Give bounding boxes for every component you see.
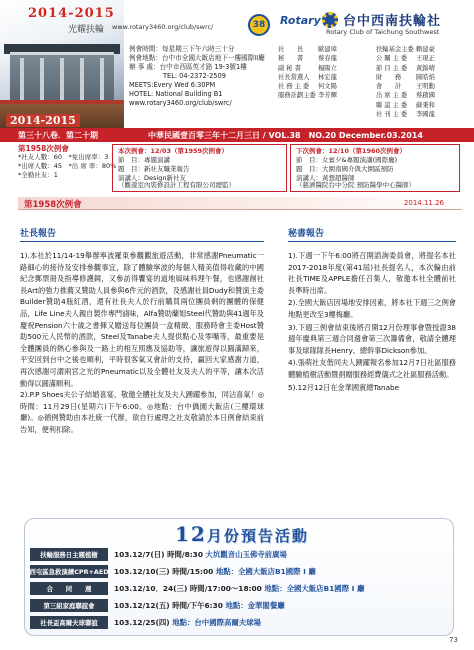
- secretary-paragraph: 5).12月12日在金華國賓總Tanabe: [288, 382, 400, 392]
- officer-role: 財 務: [376, 73, 402, 81]
- next-meeting-title: 下次例會：12/10（第1960次例會）: [296, 147, 407, 155]
- activity-title-text: 月份預告活動: [206, 527, 309, 545]
- activity-time: 時間/下午6:30: [172, 601, 223, 610]
- activity-row: [30, 565, 448, 579]
- officer-row: [278, 54, 337, 63]
- president-paragraph: 2).P.P Shoes夫公子結婚喜宴，敬邀全體社友及夫人踴躍參加，同沾喜氣！◎時間：11月29日(星期六)下午6:00。◎地點：台中僑園大飯店(三樓環球廳)。◎循例贊助由本社統一代辦，欲自行處理之社友敬請於本日例會結束前告知，便利扣除。: [20, 390, 264, 434]
- activity-preview-title: [175, 522, 309, 546]
- activity-title-month: 12: [175, 522, 207, 546]
- officer-row: [278, 91, 337, 100]
- activity-date: 103.12/25(四): [114, 618, 170, 627]
- activity-time: 時間/8:30: [167, 550, 203, 559]
- activity-details: [114, 549, 287, 560]
- activity-details: [114, 566, 316, 577]
- activity-date: 103.12/7(日): [114, 550, 165, 559]
- officer-name: 黃錦晴: [416, 64, 435, 72]
- officer-role: 社 長: [278, 46, 304, 53]
- officer-name: 陳皓焰: [416, 73, 435, 81]
- attendance-stats: [18, 144, 117, 180]
- info-line: TEL: 04-2372-2509: [163, 72, 226, 80]
- next-meeting-line: （慈濟醫院台中分院 預防醫學中心醫師）: [296, 181, 416, 189]
- stats-row: *出席人數：45 *出 席 率：80%: [18, 162, 117, 170]
- activity-time: 時間/17:00～18:00: [189, 584, 262, 593]
- info-line: HOTEL: National Building B1: [129, 90, 223, 98]
- club-title: 台中西南扶輪社: [343, 14, 442, 29]
- officer-name: 王明勳: [416, 83, 435, 91]
- officers-right-column: [376, 45, 435, 119]
- meeting-summary: [0, 144, 474, 194]
- stats-row: *全勤社友：1: [18, 171, 58, 179]
- current-meeting-line: 節 目：專題演講: [118, 156, 170, 164]
- year-heading: 2014-2015: [28, 6, 115, 21]
- president-heading-rule: [20, 241, 264, 242]
- officer-row: [376, 82, 435, 91]
- officer-name: 賴建豪: [416, 46, 435, 53]
- activity-label: 合 同 週: [30, 582, 108, 595]
- activity-date: 103.12/10(三): [114, 567, 170, 576]
- activity-row: [30, 599, 448, 613]
- activity-place: 地點：台中國際高爾夫球場: [172, 618, 261, 627]
- officer-role: 公 關 主 委: [376, 55, 408, 63]
- activity-row: [30, 548, 448, 562]
- activity-row: [30, 616, 448, 630]
- secretary-report-heading: 秘書報告: [288, 229, 325, 239]
- meeting-banner: [18, 197, 462, 210]
- secretary-report-body: [288, 250, 456, 394]
- year-label: 2014-2015: [6, 114, 80, 127]
- officer-role: 出 席 主 委: [376, 92, 408, 100]
- activity-details: [114, 600, 285, 611]
- officer-row: [278, 64, 337, 73]
- activity-date: 103.12/12(五): [114, 601, 170, 610]
- officer-role: 社 刊 主 委: [376, 111, 408, 119]
- officer-role: 社 務 主 委: [278, 83, 310, 91]
- info-website[interactable]: www.rotary3460.org/club/swrc/: [129, 99, 232, 107]
- rotary-logo-text: Rotary: [280, 14, 321, 27]
- officer-name: 歐建璋: [318, 46, 337, 53]
- officer-row: [376, 91, 435, 100]
- club-name-small: 光耀扶輪: [68, 25, 105, 35]
- officers-left-column: [278, 45, 337, 101]
- secretary-paragraph: 1).下週一下午6:00將召開諮詢委員會，將提名本社2017-2018年度(第41屆)社長提名人，本次輪由前社長TIME及APPLE擔任召集人，敬邀本社全體前社長準時出席。: [288, 251, 456, 295]
- officer-name: 蘇秉和: [416, 101, 435, 109]
- current-meeting-line: 題 目：新社友職業報告: [118, 165, 190, 173]
- activity-details: [114, 617, 261, 628]
- issue-volume: 第三十八卷．第二十期: [18, 130, 98, 140]
- meeting-banner-title: 第1958次例會: [24, 200, 82, 210]
- officer-row: [278, 73, 337, 82]
- stats-row: *社友人數：60 *免出席率：3: [18, 153, 109, 161]
- info-line: 例會地點：台中市全國大飯店地下一樓國際II廳: [129, 54, 265, 62]
- officer-name: 李芳輝: [318, 92, 337, 100]
- issue-date: 中華民國壹百零三年十二月三日 / VOL.38 NO.20 December.03.2014: [148, 130, 423, 140]
- officer-row: [376, 73, 435, 82]
- next-meeting-box: [290, 144, 460, 192]
- officer-name: 王現正: [416, 55, 435, 63]
- officer-role: 扶輪基金主委: [376, 46, 414, 53]
- activity-label: 第三組家庭聯誼會: [30, 599, 108, 612]
- officer-row: [376, 110, 435, 119]
- officer-name: 何文陽: [318, 83, 337, 91]
- activity-label: 扶輪服務日主題植樹: [30, 548, 108, 561]
- stats-title: 第1958次例會: [18, 144, 69, 153]
- next-meeting-line: 題 目：大園南國介與大園區預防: [296, 165, 394, 173]
- next-meeting-line: 節 目：女賓夕&專題演講(國際廳): [296, 156, 398, 164]
- current-meeting-line: （觀遊室內裝修設計工程有限公司總監）: [118, 181, 235, 189]
- officer-row: [376, 101, 435, 110]
- activity-details: [114, 583, 364, 594]
- meeting-banner-date: 2014.11.26: [403, 199, 444, 207]
- officer-name: 楊陽立: [318, 64, 337, 72]
- website-url[interactable]: www.rotary3460.org/club/swrc/: [112, 23, 214, 31]
- secretary-paragraph: 4).張萌社友偕同夫人踴躍報名參加12月7日社區服務體驗植樹活動暨捐贈服務經費儀式之社區服務活動。: [288, 358, 456, 379]
- activity-place: 大坑觀音山玉佛寺前廣場: [205, 550, 287, 559]
- officer-role: 副 秘 書: [278, 64, 301, 72]
- officer-name: 李國龍: [416, 111, 435, 119]
- officer-row: [376, 64, 435, 73]
- current-meeting-line: 演講人：Design新社友: [118, 174, 186, 182]
- officer-name: 蔡啟國: [416, 92, 435, 100]
- officer-role: 秘 書: [278, 55, 304, 63]
- officer-role: 服務計劃主委: [278, 92, 316, 100]
- officer-row: [278, 82, 337, 91]
- issue-bar: [0, 128, 474, 142]
- president-paragraph: 1).本社於11/14-19舉辦寧波羅東參觀觀旅遊活動，非常感謝Pneumatic一路細心的接待及安排參觀事宜，除了體驗寧波的每個人精美值得收藏的中國紀念郵票冊及指導修護鏡，又參訪得饗宴的道地風味料理午餐，也感謝創社長Art的強力推薦又贊助人員參與6件元的酒款，及感謝社員Dudy和贊演主委Builder贊助4瓶紅酒，還有社長夫人於行前購買兩位團員剩的團體的保健品，Life Line夫人親自製作專門滷味，Alfa贊助蘭姐Steel代贊助與41週年及慶祝Pension六十歲之書揮又贈送每位團員一盒精緻、服務時會主委Host贊助500元人民幣的酒款，Steel及Tanabe夫人提供點心及零嘴等，最重要是全體團員的熱心參與及一路上的相互照應及協助等，讓旅遊得以圓滿歸來，平安回到台中之後也順利，平時很客氣又會計的支持，贏回大家感謝力道，再次感謝可謂兩宮之光的Pneumatic以及全體社友及夫人的平等，讓本次活動得以圓滿順利。: [20, 251, 264, 388]
- president-report-heading: 社長報告: [20, 229, 57, 239]
- info-line: MEETS:Every Wed 6:30PM: [129, 81, 216, 89]
- club-english-name: Rotary Club of Taichung Southwest: [326, 28, 440, 36]
- anniversary-badge: 38: [248, 14, 270, 36]
- officer-role: 社長當選人: [278, 73, 310, 81]
- officer-name: 蔡春龍: [318, 55, 337, 63]
- current-meeting-box: [112, 144, 287, 192]
- rotary-wheel-icon: [322, 12, 338, 28]
- president-report-body: [20, 250, 264, 436]
- activity-date: 103.12/10．24(三): [114, 584, 188, 593]
- officer-row: [376, 45, 435, 54]
- next-meeting-line: 演講人：黃想超醫師: [296, 174, 355, 182]
- officer-row: [278, 45, 337, 54]
- current-meeting-title: 本次例會：12/03（第1959次例會）: [118, 147, 229, 155]
- officer-name: 林宏龍: [318, 73, 337, 81]
- newsletter-header: [0, 0, 474, 128]
- activity-place: 地點：全國大飯店B1國際 I 廳: [264, 584, 365, 593]
- secretary-paragraph: 2).全國大飯店因場地安排因素，將本社下週三之例會地點更改至3樓梅廳。: [288, 298, 456, 319]
- info-line: 辦 事 處：台中市西區英才路 19-3號1樓: [129, 63, 247, 71]
- secretary-heading-rule: [288, 241, 456, 242]
- secretary-paragraph: 3).下週三例會結束後將召開12月份理事會暨授證38週年慶典第三週合同週會第三次籌備會，敬請全體理事及球隊隊長Henry、總幹事Dickson參加。: [288, 322, 456, 355]
- meeting-info-block: [129, 45, 277, 108]
- page-number: 73: [449, 636, 458, 644]
- officer-role: 節 目 主 委: [376, 64, 408, 72]
- activity-label: 社長盃高爾夫球聯誼: [30, 616, 108, 629]
- activity-row: [30, 582, 448, 596]
- info-line: 例會時間：每星期三下午六時三十分: [129, 45, 235, 53]
- activity-place: 地點：金華閣餐廳: [225, 601, 285, 610]
- officer-role: 聯 誼 主 委: [376, 101, 408, 109]
- activity-label: 西屯區急救演練CPR+AED: [30, 565, 108, 578]
- activity-place: 地點：全國大飯店B1國際 I 廳: [215, 567, 316, 576]
- officer-role: 會 計: [376, 83, 402, 91]
- activity-time: 時間/15:00: [172, 567, 214, 576]
- officer-row: [376, 54, 435, 63]
